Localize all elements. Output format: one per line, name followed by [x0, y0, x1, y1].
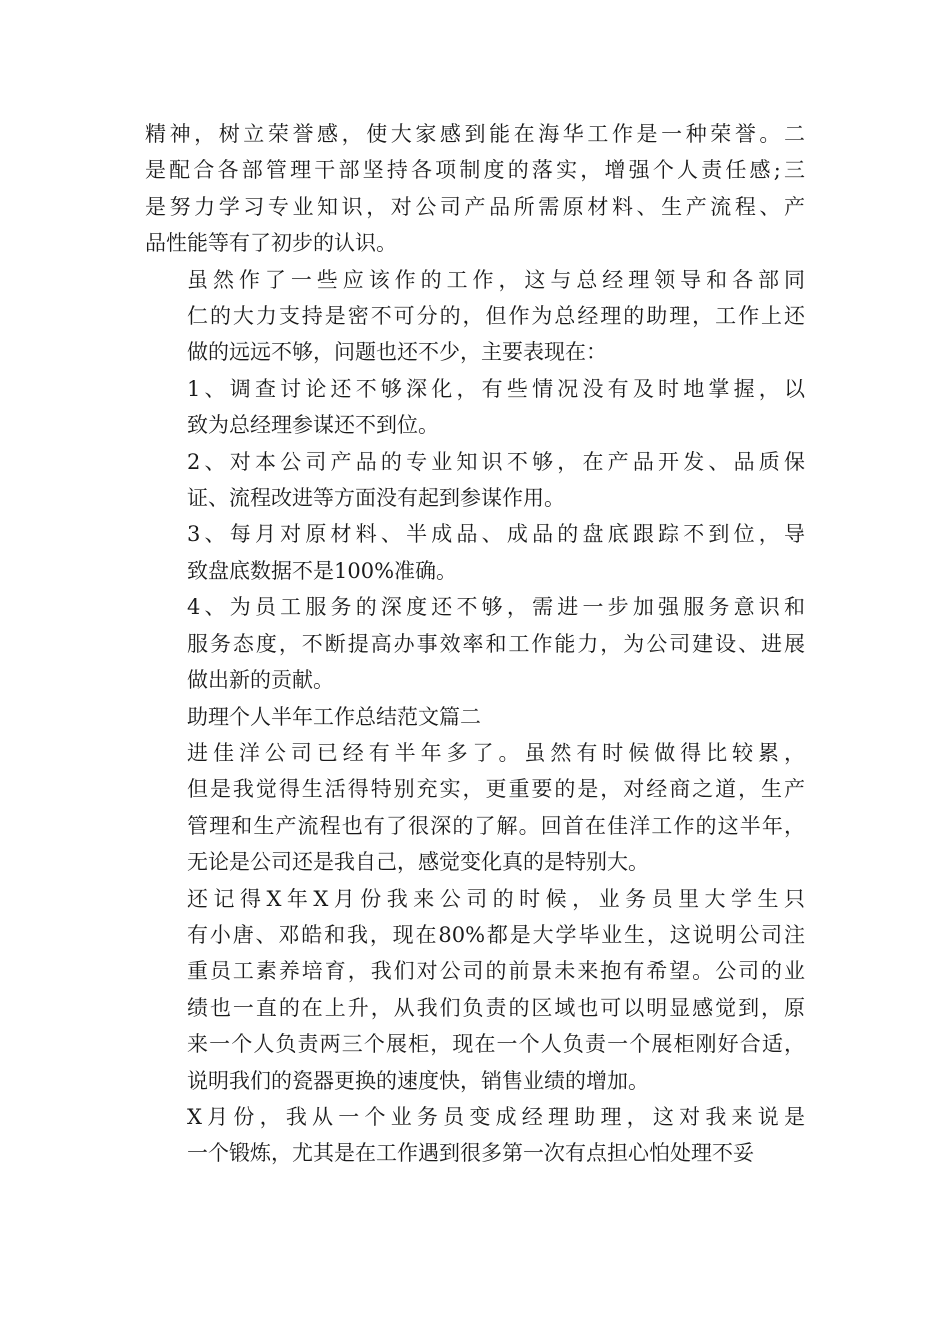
paragraph	[145, 589, 805, 698]
paragraph	[145, 116, 805, 262]
text-line: 有小唐、邓皓和我，现在80%都是大学毕业生，这说明公司注	[187, 922, 805, 947]
paragraph	[145, 735, 805, 881]
text-line: 品性能等有了初步的认识。	[145, 231, 397, 256]
text-line: 说明我们的瓷器更换的速度快，销售业绩的增加。	[187, 1068, 649, 1093]
text-line: 4、为员工服务的深度还不够，需进一步加强服务意识和	[187, 595, 805, 620]
text-line: 助理个人半年工作总结范文篇二	[187, 704, 481, 729]
paragraph	[145, 371, 805, 444]
paragraph	[145, 881, 805, 1099]
text-line: X月份，我从一个业务员变成经理助理，这对我来说是	[187, 1104, 805, 1129]
text-line: 致盘底数据不是100%准确。	[187, 558, 458, 583]
text-line: 是努力学习专业知识，对公司产品所需原材料、生产流程、产	[145, 194, 805, 219]
text-line: 无论是公司还是我自己，感觉变化真的是特别大。	[187, 850, 649, 875]
text-line: 但是我觉得生活得特别充实，更重要的是，对经商之道，生产	[187, 777, 805, 802]
text-line: 是配合各部管理干部坚持各项制度的落实，增强个人责任感;三	[145, 158, 805, 183]
text-line: 管理和生产流程也有了很深的了解。回首在佳洋工作的这半年，	[187, 813, 805, 838]
text-line: 3、每月对原材料、半成品、成品的盘底跟踪不到位，导	[187, 522, 805, 547]
text-line: 重员工素养培育，我们对公司的前景未来抱有希望。公司的业	[187, 959, 805, 984]
text-line: 仁的大力支持是密不可分的，但作为总经理的助理，工作上还	[187, 304, 805, 329]
paragraph	[145, 516, 805, 589]
text-line: 精神，树立荣誉感，使大家感到能在海华工作是一种荣誉。二	[145, 122, 805, 146]
text-line: 还记得X年X月份我来公司的时候，业务员里大学生只	[187, 886, 805, 911]
paragraph	[145, 262, 805, 371]
text-line: 2、对本公司产品的专业知识不够，在产品开发、品质保	[187, 449, 805, 474]
text-line: 做出新的贡献。	[187, 668, 334, 693]
paragraph	[145, 1099, 805, 1172]
text-line: 进佳洋公司已经有半年多了。虽然有时候做得比较累，	[187, 740, 805, 765]
text-line: 证、流程改进等方面没有起到参谋作用。	[187, 486, 565, 511]
text-line: 1、调查讨论还不够深化，有些情况没有及时地掌握，以	[187, 376, 805, 401]
text-line: 一个锻炼，尤其是在工作遇到很多第一次有点担心怕处理不妥	[187, 1141, 754, 1166]
text-line: 绩也一直的在上升，从我们负责的区域也可以明显感觉到，原	[187, 995, 805, 1020]
text-line: 虽然作了一些应该作的工作，这与总经理领导和各部同	[187, 267, 805, 292]
document-body	[145, 116, 805, 1172]
text-line: 致为总经理参谋还不到位。	[187, 413, 439, 438]
paragraph	[145, 699, 805, 735]
text-line: 做的远远不够，问题也还不少，主要表现在：	[187, 340, 607, 365]
paragraph	[145, 444, 805, 517]
text-line: 服务态度，不断提高办事效率和工作能力，为公司建设、进展	[187, 631, 805, 656]
text-line: 来一个人负责两三个展柜，现在一个人负责一个展柜刚好合适，	[187, 1032, 805, 1057]
